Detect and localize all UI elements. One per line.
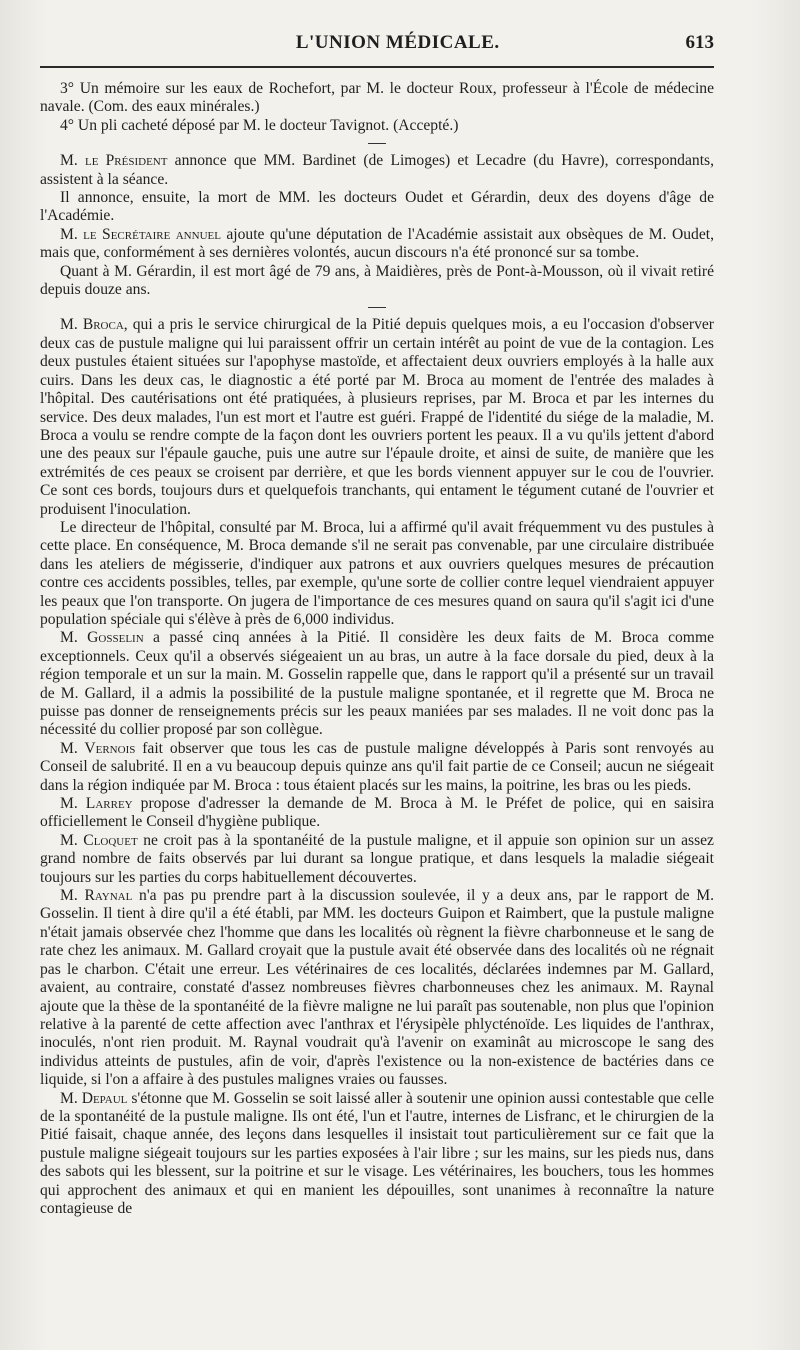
speaker-name: M. Gosselin	[60, 629, 144, 647]
paragraph-text: fait observer que tous les cas de pustule maligne développés à Paris sont renvoyés au Conseil de salubrité. Il en a vu beaucoup depuis quinze ans qu'il fait partie de ce Conseil; aucun ne siégeait dans la région indiquée par M. Broca : tous étaient placés sur les mains, la poitrine, les bras ou les pieds.	[40, 739, 714, 794]
speaker-name: M. Depaul	[60, 1089, 128, 1107]
paragraph-text: n'a pas pu prendre part à la discussion soulevée, il y a deux ans, par le rapport de M. Gosselin. Il tient à dire qu'il a été établi, par MM. les docteurs Guipon et Raimbert, que la pustule maligne n'était jamais observée chez l'homme que dans les localités où règnent la fièvre charbonneuse et le sang de rate chez les animaux. M. Gallard croyait que la pustule avait été observée dans des localités où ne régnait pas le charbon. C'était une erreur. Les vétérinaires de ces localités, déclarées indemnes par M. Gallard, avaient, au contraire, constaté d'assez nombreuses fièvres charbonneuses chez les animaux. M. Raynal ajoute que la thèse de la spontanéité de la fièvre maligne ne lui paraît pas soutenable, non plus que l'opinion relative à la parenté de cette affection avec l'anthrax et l'érysipèle phlycténoïde. Les liquides de l'anthrax, inoculés, n'ont rien produit. M. Raynal voudrait qu'à l'avenir on examinât au microscope le sang des individus atteints de pustules, afin de voir, d'après l'existence ou la non-existence de bactéries dans ce liquide, si l'on a affaire à des pustules malignes vraies ou fausses.	[40, 887, 714, 1089]
paragraph-text: annonce que MM. Bardinet (de Limoges) et Lecadre (du Havre), correspondants, assistent à la séance.	[40, 152, 714, 188]
speaker-name: M. Raynal	[60, 887, 133, 905]
paragraph-text: , qui a pris le service chirurgical de la Pitié depuis quelques mois, a eu l'occasion d'observer deux cas de pustule maligne qui lui paraissent offrir un certain intérêt au point de vue de la contagion. Les deux pustules étaient situées sur l'apophyse mastoïde, et affectaient deux ouvriers employés à la halle aux cuirs. Dans les deux cas, le diagnostic a été porté par M. Broca au moment de l'entrée des malades à l'hôpital. Des cautérisations ont été pratiquées, à plusieurs reprises, par M. Broca et par les internes du service. Des deux malades, l'un est mort et l'autre est guéri. Frappé de l'identité du siége de la maladie, M. Broca a voulu se rendre compte de la façon dont les ouvriers portent les peaux. Il a vu qu'ils jettent d'abord une des peaux sur l'épaule gauche, puis une autre sur l'épaule droite, et ainsi de suite, de manière que les extrémités de ces peaux se croisent par derrière, et que les bords viennent appuyer sur le cou de l'ouvrier. Ce sont ces bords, toujours durs et quelquefois tranchants, qui entament le tégument cutané de l'ouvrier et produisent l'inoculation.	[40, 316, 714, 518]
paragraph-text: Il annonce, ensuite, la mort de MM. les docteurs Oudet et Gérardin, deux des doyens d'âge de l'Académie.	[40, 189, 714, 225]
paragraph	[40, 629, 714, 739]
paragraph	[40, 740, 714, 795]
paragraph-text: propose d'adresser la demande de M. Broca à M. le Préfet de police, qui en saisira officiellement le Conseil d'hygiène publique.	[40, 795, 715, 831]
paragraph	[40, 832, 714, 887]
header-rule	[40, 66, 714, 68]
paragraph	[40, 152, 714, 189]
speaker-name: M. Cloquet	[60, 831, 138, 849]
journal-title: L'UNION MÉDICALE.	[295, 32, 500, 53]
paragraph	[40, 795, 714, 832]
speaker-name: M. Vernois	[60, 739, 136, 757]
paragraph-text: s'étonne que M. Gosselin se soit laissé aller à soutenir une opinion aussi contestable que celle de la spontanéité de la pustule maligne. Ils ont été, l'un et l'autre, internes de Lisfranc, et le chirurgien de la Pitié faisait, chaque année, des leçons dans lesquelles il insistait tout particulièrement sur ce fait que la pustule maligne siégeait toujours sur les parties exposées à l'air libre ; sur les mains, sur les pieds nus, dans des sabots qui les blessent, sur la poitrine et sur le visage. Les vétérinaires, les bouchers, tous les hommes qui approchent des animaux et qui en manient les dépouilles, sont unanimes à reconnaître la nature contagieuse de	[40, 1089, 714, 1217]
paragraph	[40, 226, 714, 263]
paragraph-text: ajoute qu'une députation de l'Académie assistait aux obsèques de M. Oudet, mais que, conformément à ses dernières volontés, aucun discours n'a été prononcé sur sa tombe.	[40, 225, 714, 262]
speaker-name: M. le Secrétaire annuel	[60, 225, 221, 243]
paragraph	[40, 887, 714, 1089]
paragraph	[40, 1090, 714, 1219]
paragraph-text: Quant à M. Gérardin, il est mort âgé de 79 ans, à Maidières, près de Pont-à-Mousson, où il vivait retiré depuis douze ans.	[40, 262, 714, 299]
page-header	[40, 32, 714, 54]
paragraph	[40, 263, 714, 300]
paragraph	[40, 189, 714, 226]
paragraph	[40, 316, 714, 518]
paragraph-text: a passé cinq années à la Pitié. Il considère les deux faits de M. Broca comme exceptionnels. Ceux qu'il a observés siégeaient un au bras, un autre à la face dorsale du pied, deux à la région temporale et un sur la main. M. Gosselin rappelle que, dans le rapport qu'il a présenté sur un travail de M. Gallard, il a admis la possibilité de la pustule maligne spontanée, et il regrette que M. Broca ne puisse pas donner de renseignements précis sur les peaux maniées par ses malades. Il ne voit donc pas la nécessité du collier proposé par son collègue.	[40, 629, 714, 739]
paragraph-text: ne croit pas à la spontanéité de la pustule maligne, et il appuie son opinion sur un assez grand nombre de faits observés par lui durant sa longue pratique, et dans lesquels la maladie siégeait toujours sur les parties du corps habituellement découvertes.	[40, 831, 714, 886]
page-number: 613	[685, 32, 714, 53]
speaker-name: M. le Président	[60, 152, 168, 170]
section-separator	[368, 307, 386, 308]
paragraph: 3° Un mémoire sur les eaux de Rochefort, par M. le docteur Roux, professeur à l'École de médecine navale. (Com. des eaux minérales.)	[40, 80, 714, 116]
speaker-name: M. Broca	[60, 316, 124, 334]
speaker-name: M. Larrey	[60, 795, 133, 813]
body-text	[40, 80, 714, 1218]
paragraph-text: Le directeur de l'hôpital, consulté par M. Broca, lui a affirmé qu'il avait fréquemment vu des pustules à cette place. En conséquence, M. Broca demande s'il ne serait pas convenable, par une circulaire distribuée dans les ateliers de mégisserie, d'indiquer aux patrons et aux ouvriers quelques mesures de précaution contre ces accidents possibles, telles, par exemple, qu'une sorte de collier contre lequel viendraient appuyer les peaux que l'on transporte. On jugera de l'importance de ces mesures quand on saura qu'il s'agit ici d'une population spéciale qui s'élève à près de 6,000 individus.	[40, 518, 714, 628]
paragraph	[40, 519, 714, 629]
paragraph: 4° Un pli cacheté déposé par M. le docteur Tavignot. (Accepté.)	[60, 116, 459, 134]
section-separator	[368, 143, 386, 144]
